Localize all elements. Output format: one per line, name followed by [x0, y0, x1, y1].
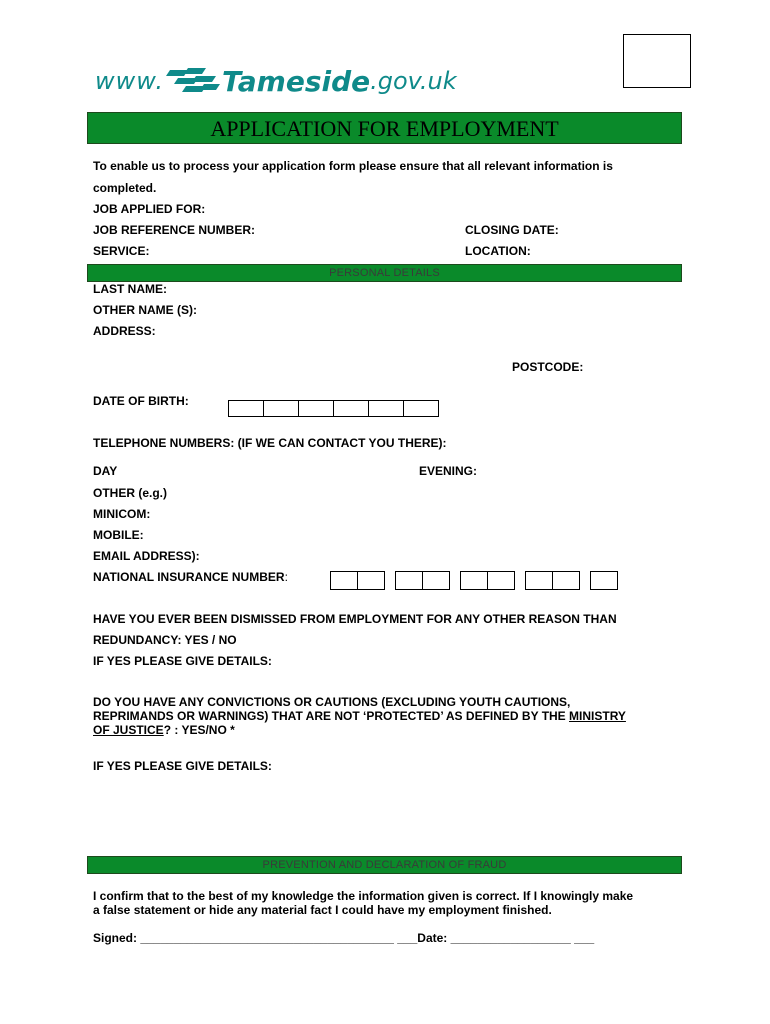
dob-box[interactable]	[403, 400, 439, 417]
address-label: ADDRESS:	[93, 324, 156, 338]
convictions-line-2	[93, 709, 693, 723]
logo-prefix: www.	[95, 67, 164, 95]
fraud-line-1: I confirm that to the best of my knowledge the information given is correct. If I knowingly make	[93, 889, 634, 903]
convictions-question	[93, 695, 693, 737]
convictions-line-1: DO YOU HAVE ANY CONVICTIONS OR CAUTIONS (EXCLUDING YOUTH CAUTIONS,	[93, 695, 571, 709]
evening-label: EVENING:	[419, 464, 478, 478]
minicom-label: MINICOM:	[93, 507, 151, 521]
closing-date-label: CLOSING DATE:	[465, 223, 559, 237]
ministry-link[interactable]: MINISTRY	[569, 709, 626, 723]
last-name-label: LAST NAME:	[93, 282, 167, 296]
day-label: DAY	[93, 464, 118, 478]
personal-details-title: PERSONAL DETAILS	[329, 267, 440, 279]
ni-boxes-3	[461, 571, 515, 590]
dismissed-question-2: REDUNDANCY: YES / NO	[93, 633, 237, 647]
dob-box[interactable]	[333, 400, 369, 417]
dob-box[interactable]	[368, 400, 404, 417]
dismissed-details-label: IF YES PLEASE GIVE DETAILS:	[93, 654, 272, 668]
dob-box[interactable]	[228, 400, 264, 417]
intro-text-1: To enable us to process your application form please ensure that all relevant information is	[93, 159, 613, 173]
job-ref-label: JOB REFERENCE NUMBER:	[93, 223, 256, 237]
intro-text-2: completed.	[93, 181, 157, 195]
job-applied-label: JOB APPLIED FOR:	[93, 202, 206, 216]
dob-boxes	[229, 400, 439, 417]
location-label: LOCATION:	[465, 244, 531, 258]
other-phone-label: OTHER (e.g.)	[93, 486, 167, 500]
ni-label-text: NATIONAL INSURANCE NUMBER	[93, 570, 285, 584]
ni-box[interactable]	[422, 571, 450, 590]
postcode-label: POSTCODE:	[512, 360, 584, 374]
convictions-line-3	[93, 723, 693, 737]
ni-boxes-4	[526, 571, 580, 590]
ni-box[interactable]	[590, 571, 618, 590]
ni-colon: :	[284, 570, 288, 584]
ni-boxes-1	[331, 571, 385, 590]
justice-link[interactable]: OF JUSTICE	[93, 723, 164, 737]
page-title: APPLICATION FOR EMPLOYMENT	[210, 116, 559, 141]
fraud-line-2: a false statement or hide any material fact I could have my employment finished.	[93, 903, 552, 917]
convictions-details-label: IF YES PLEASE GIVE DETAILS:	[93, 759, 272, 773]
ni-boxes-2	[396, 571, 450, 590]
logo-suffix: .gov.uk	[370, 67, 457, 95]
dob-label: DATE OF BIRTH:	[93, 394, 189, 408]
logo-swoosh-icon	[164, 64, 222, 98]
dob-box[interactable]	[263, 400, 299, 417]
service-label: SERVICE:	[93, 244, 150, 258]
telephone-label: TELEPHONE NUMBERS: (IF WE CAN CONTACT YOU THERE):	[93, 436, 447, 450]
ni-box[interactable]	[330, 571, 358, 590]
fraud-header-title: PREVENTION AND DECLARATION OF FRAUD	[262, 859, 507, 871]
ni-boxes-5	[591, 571, 618, 590]
personal-details-header	[87, 264, 682, 282]
mobile-label: MOBILE:	[93, 528, 144, 542]
tameside-logo	[95, 64, 600, 98]
fraud-header	[87, 856, 682, 874]
ni-box[interactable]	[395, 571, 423, 590]
logo-name: Tameside	[221, 64, 371, 98]
other-names-label: OTHER NAME (S):	[93, 303, 197, 317]
fraud-declaration	[93, 889, 693, 917]
ni-label	[93, 570, 288, 584]
convictions-yesno: ? : YES/NO *	[163, 723, 235, 737]
signature-line[interactable]: Signed: ______________________________________ ___Date: __________________ ___	[93, 931, 595, 945]
dismissed-question-1: HAVE YOU EVER BEEN DISMISSED FROM EMPLOYMENT FOR ANY OTHER REASON THAN	[93, 612, 617, 626]
dob-box[interactable]	[298, 400, 334, 417]
ni-box[interactable]	[525, 571, 553, 590]
ni-box[interactable]	[552, 571, 580, 590]
ni-box[interactable]	[460, 571, 488, 590]
email-label: EMAIL ADDRESS):	[93, 549, 200, 563]
photo-box	[623, 34, 691, 88]
convictions-line-2-text: REPRIMANDS OR WARNINGS) THAT ARE NOT ‘PROTECTED’ AS DEFINED BY THE	[93, 709, 570, 723]
ni-box[interactable]	[487, 571, 515, 590]
title-bar	[87, 112, 682, 144]
ni-box[interactable]	[357, 571, 385, 590]
